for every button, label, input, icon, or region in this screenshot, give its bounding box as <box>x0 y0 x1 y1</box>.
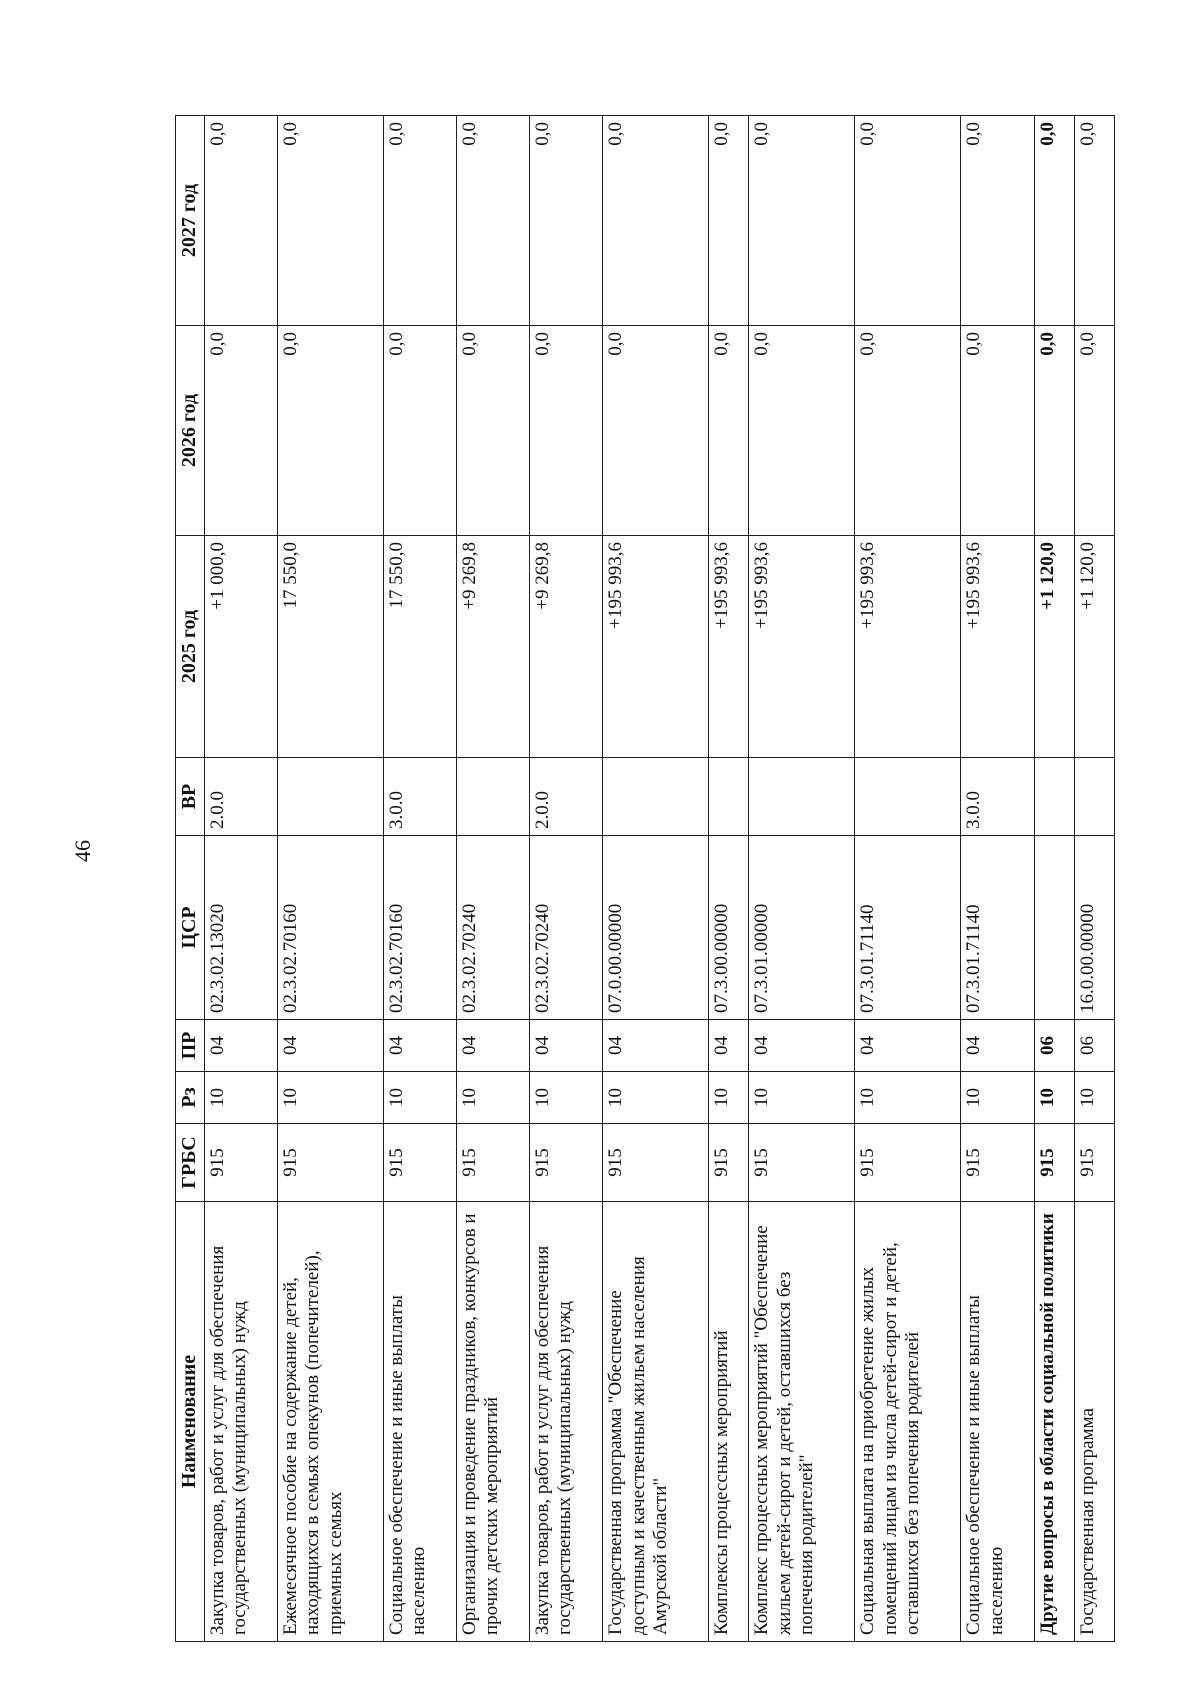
cell-vr <box>855 758 961 836</box>
cell-vr: 3.0.0 <box>961 758 1034 836</box>
cell-2025: +195 993,6 <box>709 536 749 758</box>
cell-vr: 2.0.0 <box>204 758 277 836</box>
cell-2025: +195 993,6 <box>603 536 709 758</box>
cell-2025: +195 993,6 <box>749 536 855 758</box>
cell-name: Закупка товаров, работ и услуг для обеспечения государственных (муниципальных) нужд <box>204 1202 277 1642</box>
cell-2027: 0,0 <box>383 116 456 326</box>
cell-2025: +1 120,0 <box>1034 536 1074 758</box>
header-name: Наименование <box>176 1202 205 1642</box>
cell-pr: 04 <box>961 1020 1034 1072</box>
cell-2026: 0,0 <box>277 326 383 536</box>
cell-2026: 0,0 <box>529 326 602 536</box>
cell-name: Ежемесячное пособие на содержание детей, находящихся в семьях опекунов (попечителей), приемных семьях <box>277 1202 383 1642</box>
cell-csr <box>1034 836 1074 1020</box>
header-csr: ЦСР <box>176 836 205 1020</box>
header-rz: Рз <box>176 1072 205 1124</box>
cell-2027: 0,0 <box>456 116 529 326</box>
table-row <box>529 116 602 1642</box>
cell-grbs: 915 <box>1034 1124 1074 1202</box>
cell-grbs: 915 <box>277 1124 383 1202</box>
cell-rz: 10 <box>456 1072 529 1124</box>
cell-2027: 0,0 <box>603 116 709 326</box>
cell-2026: 0,0 <box>749 326 855 536</box>
cell-grbs: 915 <box>855 1124 961 1202</box>
table-row <box>855 116 961 1642</box>
cell-name: Государственная программа <box>1074 1202 1114 1642</box>
cell-name: Социальное обеспечение и иные выплаты населению <box>383 1202 456 1642</box>
cell-grbs: 915 <box>603 1124 709 1202</box>
cell-grbs: 915 <box>961 1124 1034 1202</box>
cell-name: Социальное обеспечение и иные выплаты населению <box>961 1202 1034 1642</box>
header-grbs: ГРБС <box>176 1124 205 1202</box>
table-header-row <box>176 116 205 1642</box>
cell-pr: 04 <box>456 1020 529 1072</box>
cell-grbs: 915 <box>749 1124 855 1202</box>
cell-grbs: 915 <box>383 1124 456 1202</box>
table-row <box>709 116 749 1642</box>
cell-csr: 02.3.02.13020 <box>204 836 277 1020</box>
cell-2027: 0,0 <box>749 116 855 326</box>
cell-grbs: 915 <box>456 1124 529 1202</box>
cell-2026: 0,0 <box>709 326 749 536</box>
cell-2026: 0,0 <box>603 326 709 536</box>
cell-2026: 0,0 <box>1034 326 1074 536</box>
cell-2026: 0,0 <box>961 326 1034 536</box>
cell-name: Организация и проведение праздников, конкурсов и прочих детских мероприятий <box>456 1202 529 1642</box>
cell-2027: 0,0 <box>204 116 277 326</box>
cell-2026: 0,0 <box>456 326 529 536</box>
cell-rz: 10 <box>603 1072 709 1124</box>
cell-2025: 17 550,0 <box>383 536 456 758</box>
cell-vr <box>1034 758 1074 836</box>
budget-table <box>175 115 1115 1642</box>
cell-csr: 02.3.02.70240 <box>529 836 602 1020</box>
cell-rz: 10 <box>204 1072 277 1124</box>
cell-2026: 0,0 <box>1074 326 1114 536</box>
cell-pr: 04 <box>277 1020 383 1072</box>
cell-csr: 02.3.02.70240 <box>456 836 529 1020</box>
table-row <box>383 116 456 1642</box>
cell-rz: 10 <box>529 1072 602 1124</box>
cell-vr <box>749 758 855 836</box>
cell-name: Социальная выплата на приобретение жилых помещений лицам из числа детей-сирот и детей, оставшихся без попечения родителей <box>855 1202 961 1642</box>
cell-pr: 06 <box>1074 1020 1114 1072</box>
cell-name: Закупка товаров, работ и услуг для обеспечения государственных (муниципальных) нужд <box>529 1202 602 1642</box>
header-pr: ПР <box>176 1020 205 1072</box>
cell-pr: 04 <box>709 1020 749 1072</box>
rotated-table-container <box>175 116 1115 1642</box>
cell-grbs: 915 <box>529 1124 602 1202</box>
cell-pr: 04 <box>749 1020 855 1072</box>
cell-rz: 10 <box>1074 1072 1114 1124</box>
cell-csr: 07.3.01.71140 <box>855 836 961 1020</box>
cell-2025: 17 550,0 <box>277 536 383 758</box>
cell-grbs: 915 <box>1074 1124 1114 1202</box>
table-row <box>1034 116 1074 1642</box>
cell-rz: 10 <box>709 1072 749 1124</box>
table-row <box>204 116 277 1642</box>
cell-2027: 0,0 <box>1074 116 1114 326</box>
cell-csr: 07.3.01.71140 <box>961 836 1034 1020</box>
header-2025: 2025 год <box>176 536 205 758</box>
cell-csr: 16.0.00.00000 <box>1074 836 1114 1020</box>
cell-name: Государственная программа "Обеспечение доступным и качественным жильем населения Амурской области" <box>603 1202 709 1642</box>
cell-vr <box>456 758 529 836</box>
cell-vr <box>1074 758 1114 836</box>
cell-grbs: 915 <box>204 1124 277 1202</box>
cell-2026: 0,0 <box>855 326 961 536</box>
cell-grbs: 915 <box>709 1124 749 1202</box>
cell-csr: 07.0.00.00000 <box>603 836 709 1020</box>
page-number: 46 <box>70 840 95 862</box>
cell-2025: +9 269,8 <box>456 536 529 758</box>
header-vr: ВР <box>176 758 205 836</box>
cell-2027: 0,0 <box>1034 116 1074 326</box>
cell-2027: 0,0 <box>529 116 602 326</box>
cell-rz: 10 <box>961 1072 1034 1124</box>
cell-2025: +195 993,6 <box>961 536 1034 758</box>
cell-name: Комплекс процессных мероприятий "Обеспечение жильем детей-сирот и детей, оставшихся без попечения родителей" <box>749 1202 855 1642</box>
cell-name: Другие вопросы в области социальной политики <box>1034 1202 1074 1642</box>
header-2027: 2027 год <box>176 116 205 326</box>
cell-vr: 2.0.0 <box>529 758 602 836</box>
table-row <box>1074 116 1114 1642</box>
cell-name: Комплексы процессных мероприятий <box>709 1202 749 1642</box>
cell-2026: 0,0 <box>204 326 277 536</box>
cell-rz: 10 <box>383 1072 456 1124</box>
cell-pr: 04 <box>855 1020 961 1072</box>
cell-2027: 0,0 <box>277 116 383 326</box>
cell-rz: 10 <box>1034 1072 1074 1124</box>
table-body <box>204 116 1114 1642</box>
cell-rz: 10 <box>277 1072 383 1124</box>
cell-2025: +1 000,0 <box>204 536 277 758</box>
cell-pr: 04 <box>204 1020 277 1072</box>
cell-vr <box>603 758 709 836</box>
cell-2025: +195 993,6 <box>855 536 961 758</box>
table-row <box>456 116 529 1642</box>
cell-2025: +1 120,0 <box>1074 536 1114 758</box>
cell-2027: 0,0 <box>855 116 961 326</box>
table-row <box>749 116 855 1642</box>
table-row <box>961 116 1034 1642</box>
cell-rz: 10 <box>749 1072 855 1124</box>
cell-2027: 0,0 <box>709 116 749 326</box>
cell-pr: 04 <box>529 1020 602 1072</box>
table-row <box>277 116 383 1642</box>
cell-csr: 02.3.02.70160 <box>383 836 456 1020</box>
cell-2025: +9 269,8 <box>529 536 602 758</box>
cell-pr: 04 <box>383 1020 456 1072</box>
cell-rz: 10 <box>855 1072 961 1124</box>
cell-2026: 0,0 <box>383 326 456 536</box>
cell-pr: 04 <box>603 1020 709 1072</box>
cell-pr: 06 <box>1034 1020 1074 1072</box>
cell-csr: 07.3.01.00000 <box>749 836 855 1020</box>
cell-2027: 0,0 <box>961 116 1034 326</box>
table-row <box>603 116 709 1642</box>
cell-vr <box>277 758 383 836</box>
cell-vr: 3.0.0 <box>383 758 456 836</box>
cell-csr: 02.3.02.70160 <box>277 836 383 1020</box>
header-2026: 2026 год <box>176 326 205 536</box>
cell-csr: 07.3.00.00000 <box>709 836 749 1020</box>
cell-vr <box>709 758 749 836</box>
